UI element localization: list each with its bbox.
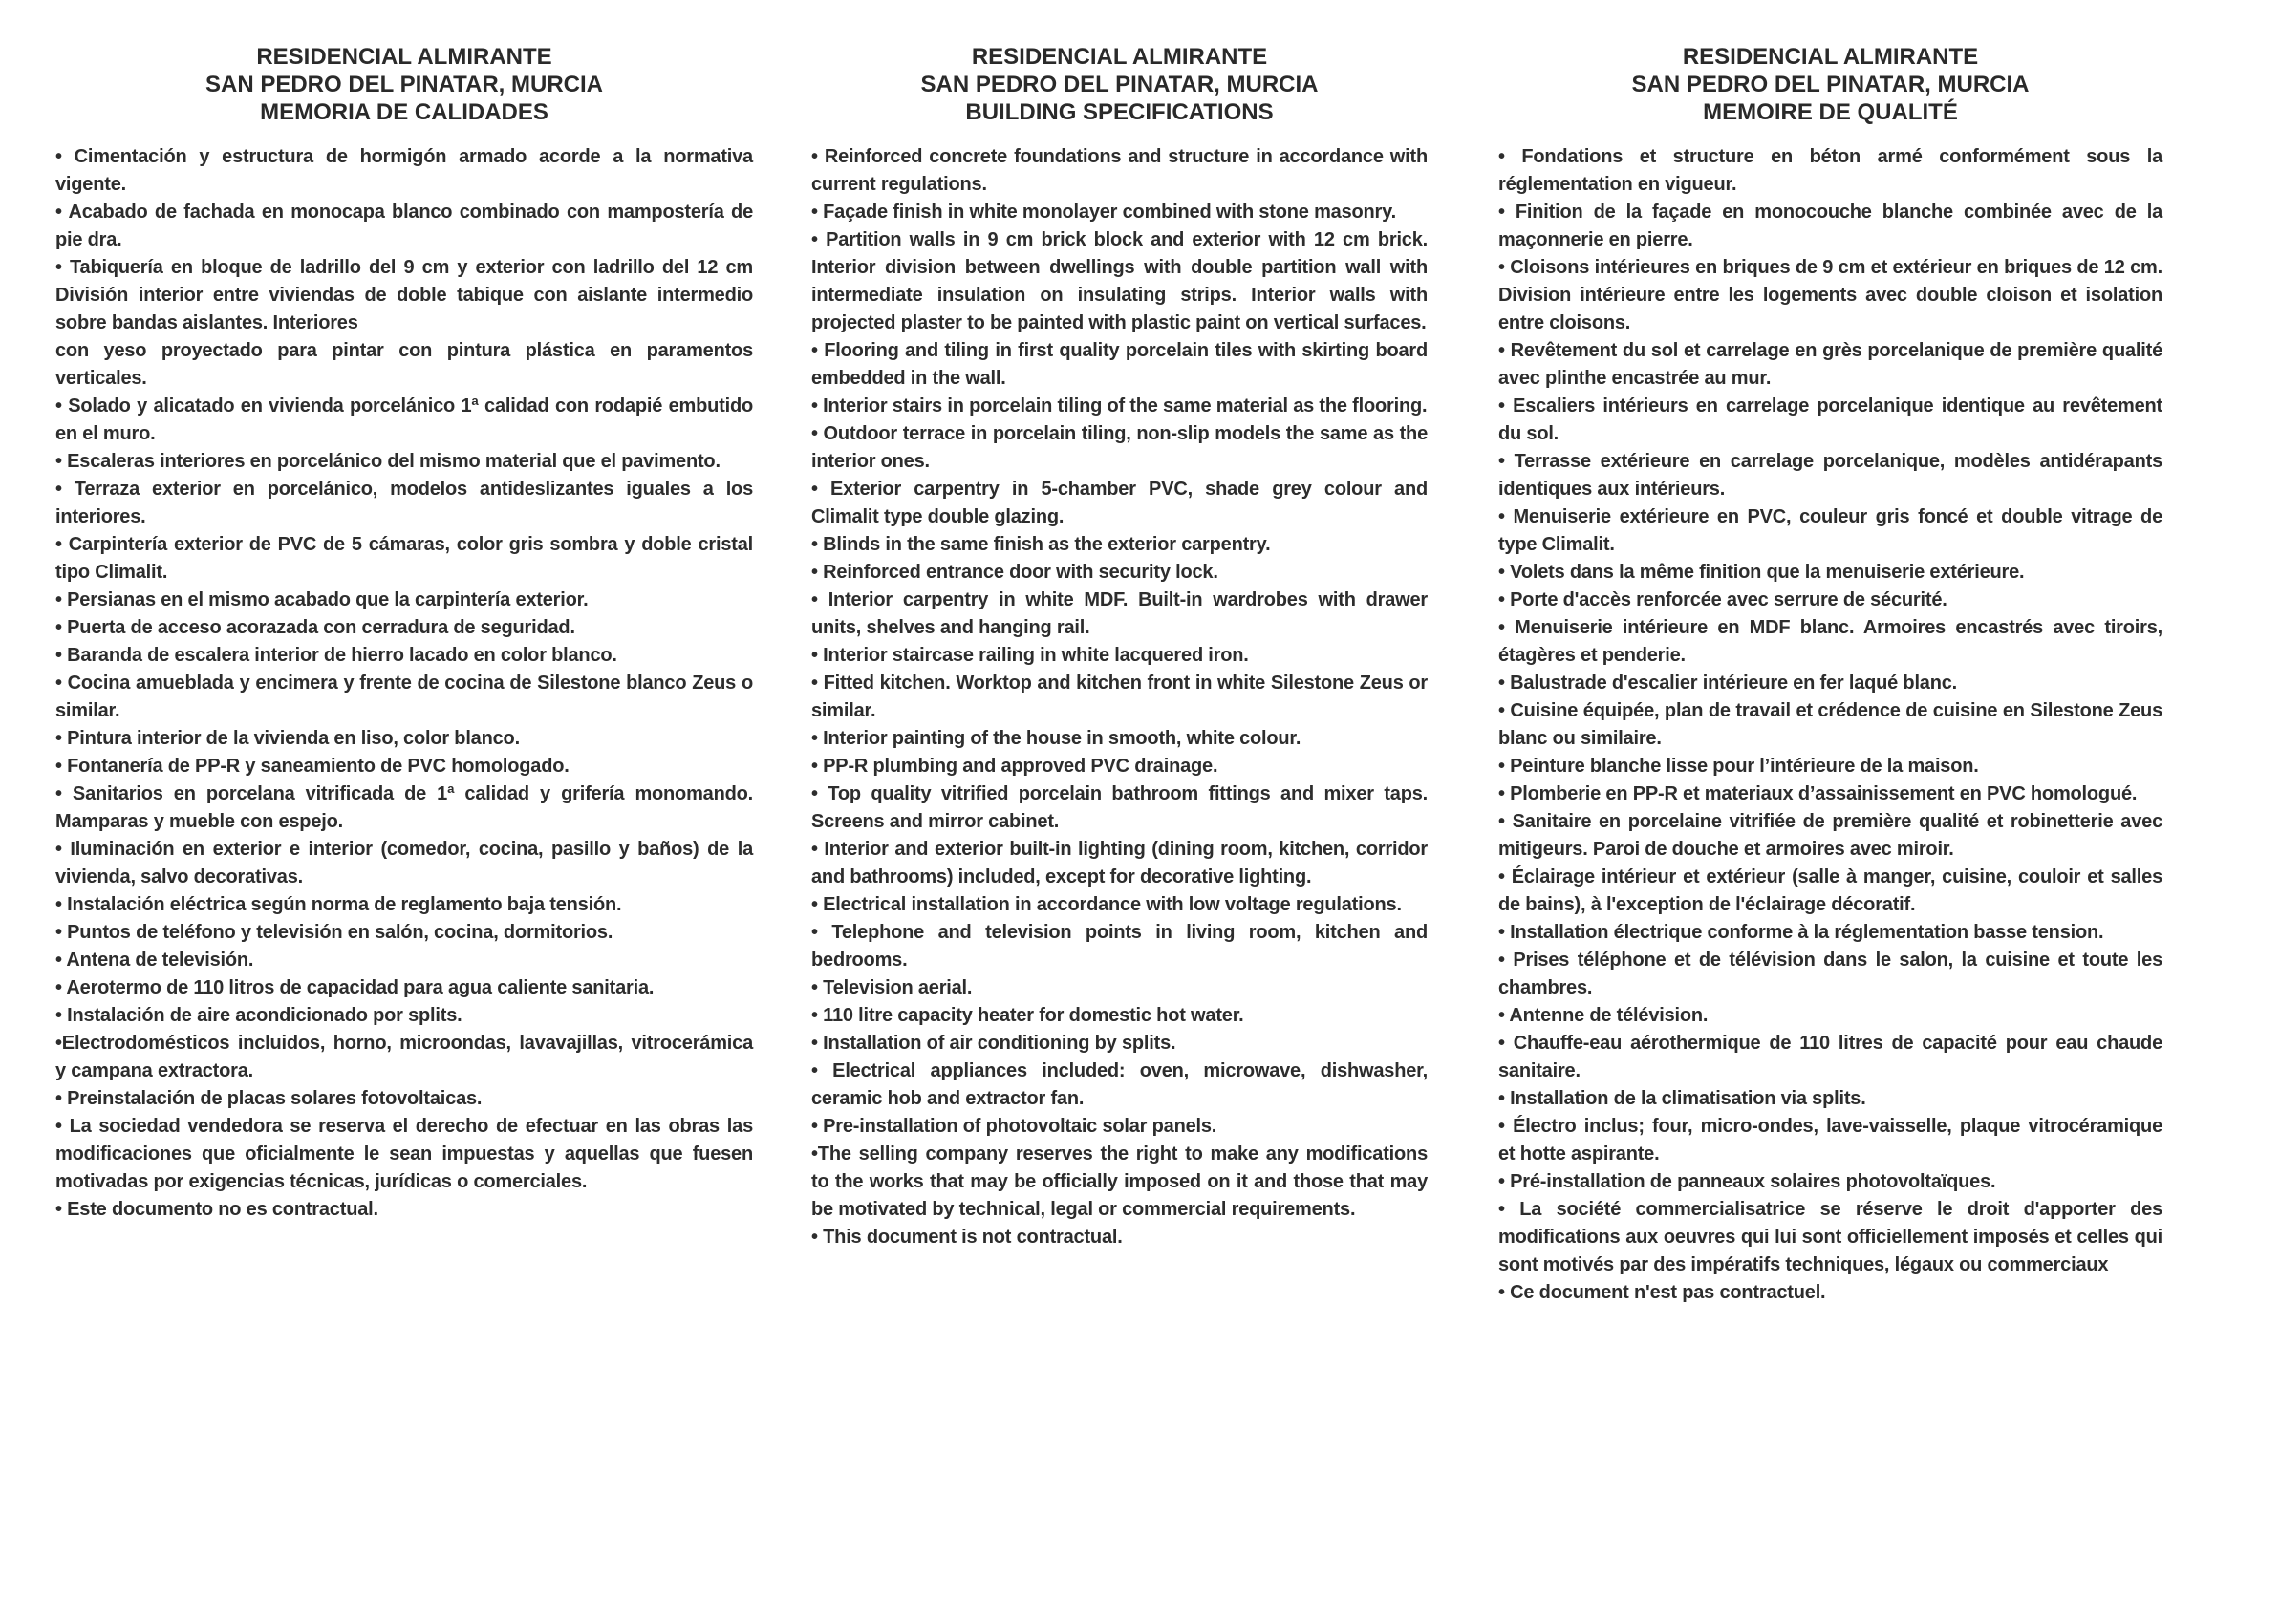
spec-item: • Balustrade d'escalier intérieure en fer laqué blanc. [1498, 673, 1958, 694]
spec-item: • Este documento no es contractual. [55, 1199, 378, 1220]
title-line: BUILDING SPECIFICATIONS [965, 99, 1274, 125]
spec-item: • Solado y alicatado en vivienda porcelánico 1ª calidad con rodapié embutido en el muro. [55, 395, 753, 444]
spec-item: • Interior painting of the house in smooth, white colour. [811, 728, 1301, 749]
column-english [811, 43, 1428, 1251]
spec-item: •Electrodomésticos incluidos, horno, microondas, lavavajillas, vitrocerámica y campana extractora. [55, 1033, 753, 1081]
column-title-english [811, 43, 1428, 126]
spec-item: • Fontanería de PP-R y saneamiento de PVC homologado. [55, 756, 570, 777]
column-title-french [1498, 43, 2162, 126]
spec-item: • Fitted kitchen. Worktop and kitchen front in white Silestone Zeus or similar. [811, 673, 1428, 721]
spec-item: • Acabado de fachada en monocapa blanco combinado con mampostería de pie dra. [55, 202, 753, 250]
spec-item: • Iluminación en exterior e interior (comedor, cocina, pasillo y baños) de la vivienda, salvo decorativas. [55, 839, 753, 887]
spec-item: • Cocina amueblada y encimera y frente de cocina de Silestone blanco Zeus o similar. [55, 673, 753, 721]
column-body-spanish [55, 143, 753, 1224]
spec-item: • Puerta de acceso acorazada con cerradura de seguridad. [55, 617, 575, 638]
spec-item: • Interior staircase railing in white lacquered iron. [811, 645, 1249, 666]
spec-item: • Reinforced entrance door with security lock. [811, 562, 1218, 583]
spec-item: • Pré-installation de panneaux solaires photovoltaïques. [1498, 1171, 1996, 1192]
spec-item: • Plomberie en PP-R et materiaux d’assainissement en PVC homologué. [1498, 783, 2138, 804]
spec-item: • Fondations et structure en béton armé conformément sous la réglementation en vigueur. [1498, 146, 2162, 195]
spec-item: • PP-R plumbing and approved PVC drainage. [811, 756, 1218, 777]
spec-item: •The selling company reserves the right to make any modifications to the works that may be officially imposed on it and those that may be motivated by technical, legal or commercial requirements. [811, 1143, 1428, 1220]
spec-item: • Terrasse extérieure en carrelage porcelanique, modèles antidérapants identiques aux intérieurs. [1498, 451, 2162, 500]
column-french [1498, 43, 2162, 1307]
column-body-french [1498, 143, 2162, 1307]
spec-item: • La sociedad vendedora se reserva el derecho de efectuar en las obras las modificaciones que oficialmente le sean impuestas y aquellas que fuesen motivadas por exigencias técnicas, jurídicas o comerciales. [55, 1116, 753, 1192]
spec-item: • Carpintería exterior de PVC de 5 cámaras, color gris sombra y doble cristal tipo Climalit. [55, 534, 753, 583]
spec-item: • Reinforced concrete foundations and structure in accordance with current regulations. [811, 146, 1428, 195]
column-title-spanish [55, 43, 753, 126]
spec-item: • Ce document n'est pas contractuel. [1498, 1282, 1826, 1303]
spec-item: • Electrical installation in accordance with low voltage regulations. [811, 894, 1402, 915]
spec-item: • Interior and exterior built-in lighting (dining room, kitchen, corridor and bathrooms) included, except for decorative lighting. [811, 839, 1428, 887]
title-line: RESIDENCIAL ALMIRANTE [971, 44, 1268, 70]
spec-item: • Menuiserie intérieure en MDF blanc. Armoires encastrés avec tiroirs, étagères et penderie. [1498, 617, 2162, 666]
spec-item: • Aerotermo de 110 litros de capacidad para agua caliente sanitaria. [55, 977, 655, 998]
column-body-english [811, 143, 1428, 1251]
column-spanish [55, 43, 753, 1224]
spec-item: • Instalación de aire acondicionado por splits. [55, 1005, 462, 1026]
spec-item: • Exterior carpentry in 5-chamber PVC, shade grey colour and Climalit type double glazing. [811, 479, 1428, 527]
title-line: SAN PEDRO DEL PINATAR, MURCIA [1631, 72, 2030, 97]
title-line: RESIDENCIAL ALMIRANTE [1682, 44, 1979, 70]
spec-item: • Interior stairs in porcelain tiling of the same material as the flooring. [811, 395, 1428, 417]
title-line: SAN PEDRO DEL PINATAR, MURCIA [204, 72, 603, 97]
spec-item: • Outdoor terrace in porcelain tiling, non-slip models the same as the interior ones. [811, 423, 1428, 472]
spec-item: • Interior carpentry in white MDF. Built-in wardrobes with drawer units, shelves and hanging rail. [811, 589, 1428, 638]
spec-item: • Blinds in the same finish as the exterior carpentry. [811, 534, 1271, 555]
spec-item: • Flooring and tiling in first quality porcelain tiles with skirting board embedded in the wall. [811, 340, 1428, 389]
spec-item: • Sanitarios en porcelana vitrificada de 1ª calidad y grifería monomando. Mamparas y mueble con espejo. [55, 783, 753, 832]
spec-item: • La société commercialisatrice se réserve le droit d'apporter des modifications aux oeuvres qui lui sont officiellement imposés et celles qui sont motivés par des impératifs techniques, légaux ou commerciaux [1498, 1199, 2162, 1275]
title-line: MEMORIA DE CALIDADES [260, 99, 548, 125]
spec-item: • Installation électrique conforme à la réglementation basse tension. [1498, 922, 2104, 943]
spec-item: • Escaliers intérieurs en carrelage porcelanique identique au revêtement du sol. [1498, 395, 2162, 444]
spec-item: • Baranda de escalera interior de hierro lacado en color blanco. [55, 645, 617, 666]
spec-item: • Escaleras interiores en porcelánico del mismo material que el pavimento. [55, 451, 721, 472]
title-line: SAN PEDRO DEL PINATAR, MURCIA [920, 72, 1319, 97]
spec-item: • Television aerial. [811, 977, 973, 998]
spec-item: • Électro inclus; four, micro-ondes, lave-vaisselle, plaque vitrocéramique et hotte aspirante. [1498, 1116, 2162, 1165]
spec-item: • Partition walls in 9 cm brick block and exterior with 12 cm brick. Interior division between dwellings with double partition wall with intermediate insulation on insulating strips. Interior walls with projected plaster to be painted with plastic paint on vertical surfaces. [811, 229, 1428, 333]
spec-item: • Installation of air conditioning by splits. [811, 1033, 1176, 1054]
spec-item: • Tabiquería en bloque de ladrillo del 9 cm y exterior con ladrillo del 12 cm División interior entre viviendas de doble tabique con aislante intermedio sobre bandas aislantes. Interiores [55, 257, 753, 333]
spec-item: • Pintura interior de la vivienda en liso, color blanco. [55, 728, 520, 749]
spec-item: • Volets dans la même finition que la menuiserie extérieure. [1498, 562, 2025, 583]
spec-item: • Prises téléphone et de télévision dans le salon, la cuisine et toute les chambres. [1498, 950, 2162, 998]
spec-item: • Finition de la façade en monocouche blanche combinée avec de la maçonnerie en pierre. [1498, 202, 2162, 250]
spec-item: • Preinstalación de placas solares fotovoltaicas. [55, 1088, 483, 1109]
spec-item: con yeso proyectado para pintar con pintura plástica en paramentos verticales. [55, 340, 753, 389]
spec-item: • Pre-installation of photovoltaic solar panels. [811, 1116, 1217, 1137]
spec-item: • Terraza exterior en porcelánico, modelos antideslizantes iguales a los interiores. [55, 479, 753, 527]
spec-item: • Éclairage intérieur et extérieur (salle à manger, cuisine, couloir et salles de bains), à l'exception de l'éclairage décoratif. [1498, 866, 2162, 915]
spec-item: • Porte d'accès renforcée avec serrure de sécurité. [1498, 589, 1947, 610]
spec-item: • Electrical appliances included: oven, microwave, dishwasher, ceramic hob and extractor fan. [811, 1060, 1428, 1109]
spec-item: • Puntos de teléfono y televisión en salón, cocina, dormitorios. [55, 922, 613, 943]
spec-item: • Top quality vitrified porcelain bathroom fittings and mixer taps. Screens and mirror cabinet. [811, 783, 1428, 832]
spec-item: • Instalación eléctrica según norma de reglamento baja tensión. [55, 894, 622, 915]
spec-item: • Cimentación y estructura de hormigón armado acorde a la normativa vigente. [55, 146, 753, 195]
spec-item: • Menuiserie extérieure en PVC, couleur gris foncé et double vitrage de type Climalit. [1498, 506, 2162, 555]
spec-item: • Peinture blanche lisse pour l’intérieure de la maison. [1498, 756, 1979, 777]
spec-item: • Telephone and television points in living room, kitchen and bedrooms. [811, 922, 1428, 971]
spec-item: • Cuisine équipée, plan de travail et crédence de cuisine en Silestone Zeus blanc ou similaire. [1498, 700, 2162, 749]
spec-item: • Cloisons intérieures en briques de 9 cm et extérieur en briques de 12 cm. Division intérieure entre les logements avec double cloison et isolation entre cloisons. [1498, 257, 2162, 333]
spec-item: • 110 litre capacity heater for domestic hot water. [811, 1005, 1244, 1026]
spec-item: • Façade finish in white monolayer combined with stone masonry. [811, 202, 1396, 223]
title-line: RESIDENCIAL ALMIRANTE [256, 44, 552, 70]
spec-item: • This document is not contractual. [811, 1227, 1123, 1248]
spec-item: • Sanitaire en porcelaine vitrifiée de première qualité et robinetterie avec mitigeurs. Paroi de douche et armoires avec miroir. [1498, 811, 2162, 860]
spec-item: • Chauffe-eau aérothermique de 110 litres de capacité pour eau chaude sanitaire. [1498, 1033, 2162, 1081]
spec-item: • Antena de televisión. [55, 950, 254, 971]
spec-item: • Revêtement du sol et carrelage en grès porcelanique de première qualité avec plinthe encastrée au mur. [1498, 340, 2162, 389]
spec-item: • Persianas en el mismo acabado que la carpintería exterior. [55, 589, 589, 610]
spec-item: • Antenne de télévision. [1498, 1005, 1709, 1026]
spec-item: • Installation de la climatisation via splits. [1498, 1088, 1866, 1109]
title-line: MEMOIRE DE QUALITÉ [1703, 99, 1958, 125]
